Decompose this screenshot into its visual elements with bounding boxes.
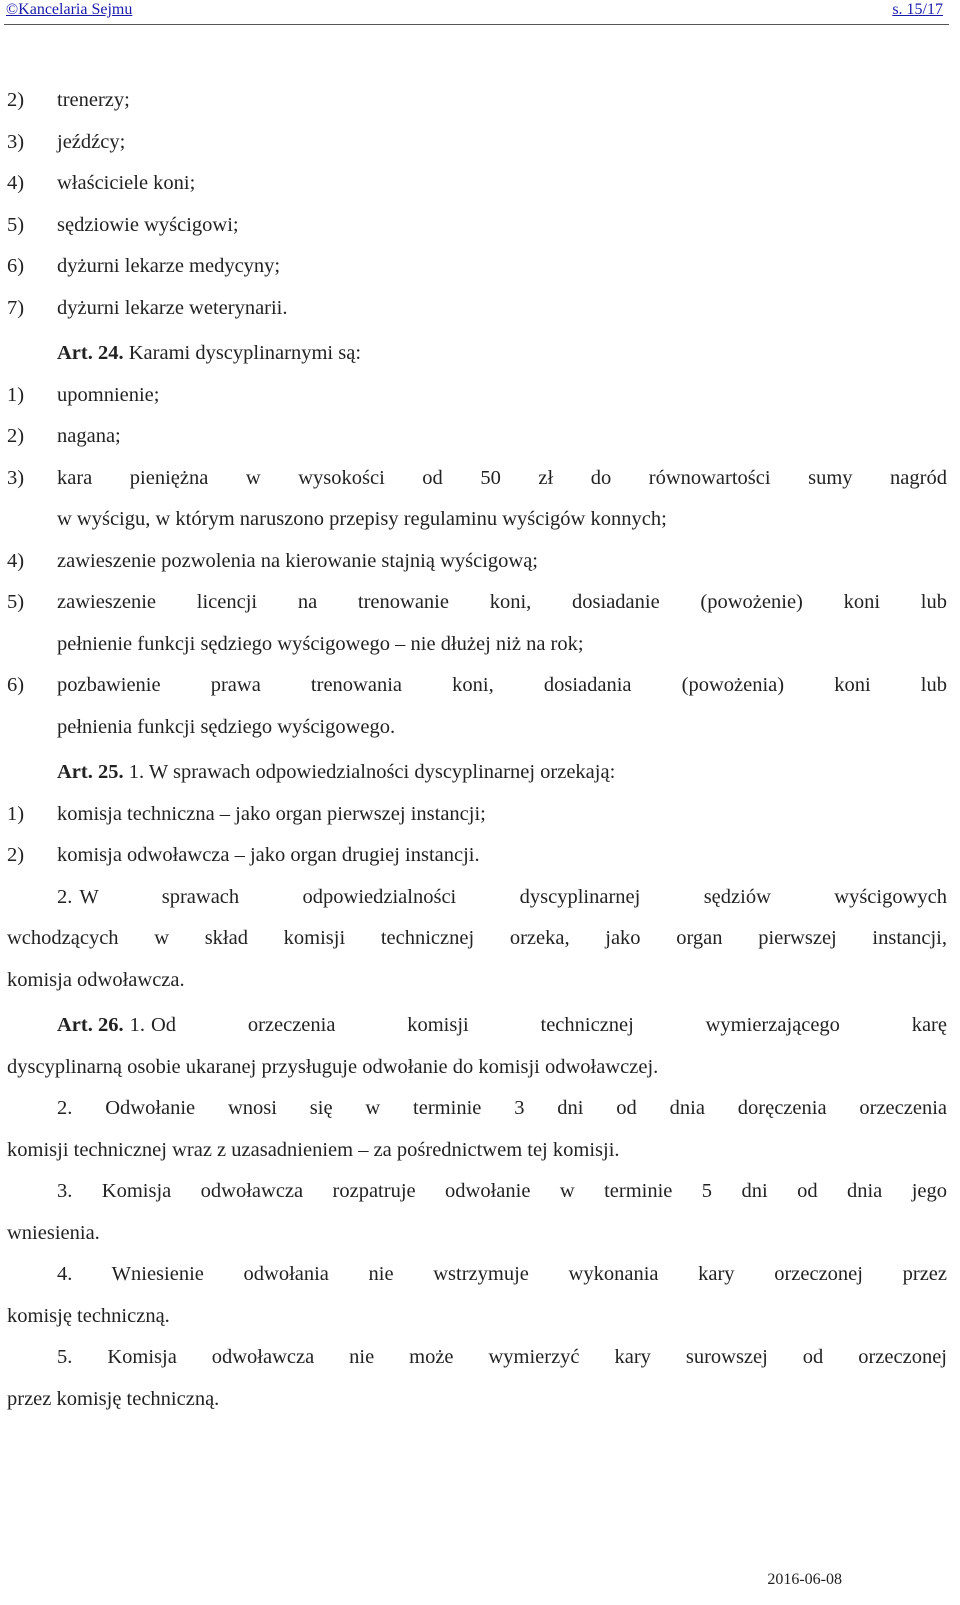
list-item xyxy=(7,375,947,417)
list-text-continuation: pełnienie funkcji sędziego wyścigowego – nie dłużej niż na rok; xyxy=(57,632,584,655)
list-text: trenerzy; xyxy=(57,89,130,111)
list-text: komisja odwoławcza – jako organ drugiej instancji. xyxy=(57,844,480,866)
paragraph-line: wniesienia. xyxy=(7,1221,100,1244)
list-number: 4) xyxy=(7,549,25,572)
article-25-heading xyxy=(7,752,947,794)
list-item xyxy=(7,122,947,164)
article-26-ust3-line: 3. Komisja odwoławcza rozpatruje odwołanie w terminie 5 dni od dnia jego xyxy=(57,1180,947,1202)
list-number: 6) xyxy=(7,674,25,696)
list-number: 3) xyxy=(7,466,25,489)
article-26-heading xyxy=(7,1005,947,1047)
list-item xyxy=(7,794,947,836)
footer-date: 2016-06-08 xyxy=(767,1571,842,1588)
article-26-ust2-line: 2. Odwołanie wnosi się w terminie 3 dni od dnia doręczenia orzeczenia xyxy=(57,1097,947,1119)
paragraph-line: wchodzących w skład komisji technicznej orzeka, jako organ pierwszej instancji, xyxy=(7,927,947,949)
list-number: 6) xyxy=(7,255,25,277)
article-26-label: Art. 26. xyxy=(57,1014,124,1036)
list-item xyxy=(7,246,947,288)
list-item xyxy=(7,582,947,624)
article-26-ust5-line: 5. Komisja odwoławcza nie może wymierzyć kary surowszej od orzeczonej xyxy=(57,1346,947,1368)
list-number: 2) xyxy=(7,844,25,866)
list-item xyxy=(7,288,947,330)
header-source-link[interactable] xyxy=(6,0,132,20)
paragraph-line: dyscyplinarną osobie ukaranej przysługuje odwołanie do komisji odwoławczej. xyxy=(7,1055,659,1078)
list-item xyxy=(7,80,947,122)
list-number: 2) xyxy=(7,89,25,111)
list-number: 4) xyxy=(7,172,25,194)
article-26-ust1-number: 1. xyxy=(129,1014,145,1036)
list-item xyxy=(7,416,947,458)
paragraph-line: komisja odwoławcza. xyxy=(7,968,185,991)
article-24-text: Karami dyscyplinarnymi są: xyxy=(128,342,362,364)
list-number: 2) xyxy=(7,425,25,447)
header-page-number-link[interactable] xyxy=(892,0,943,20)
list-text: kara pieniężna w wysokości od 50 zł do równowartości sumy nagród xyxy=(57,466,947,489)
page-number-link[interactable]: s. 15/17 xyxy=(892,1,943,18)
list-item xyxy=(7,541,947,583)
list-text: sędziowie wyścigowi; xyxy=(57,213,239,236)
list-text: pozbawienie prawa trenowania koni, dosiadania (powożenia) koni lub xyxy=(57,674,947,696)
list-number: 7) xyxy=(7,296,25,319)
paragraph-line: komisji technicznej wraz z uzasadnieniem – za pośrednictwem tej komisji. xyxy=(7,1138,620,1161)
list-number: 5) xyxy=(7,591,25,613)
article-25-label: Art. 25. xyxy=(57,761,124,783)
list-number: 1) xyxy=(7,383,25,406)
article-24-heading xyxy=(7,333,947,375)
article-26-ust1-text: Od orzeczenia komisji technicznej wymierzającego karę xyxy=(150,1014,947,1036)
list-text: nagana; xyxy=(57,425,121,447)
kancelaria-sejmu-link[interactable]: ©Kancelaria Sejmu xyxy=(6,1,133,18)
list-text: komisja techniczna – jako organ pierwszej instancji; xyxy=(57,802,486,825)
list-text: jeźdźcy; xyxy=(57,130,126,153)
list-text: dyżurni lekarze medycyny; xyxy=(57,255,281,277)
list-item xyxy=(7,665,947,707)
article-25-ust2-line xyxy=(7,877,947,919)
paragraph-line: komisję techniczną. xyxy=(7,1304,170,1327)
list-text: upomnienie; xyxy=(57,383,160,406)
list-text-continuation: w wyścigu, w którym naruszono przepisy regulaminu wyścigów konnych; xyxy=(57,508,667,530)
list-item xyxy=(7,205,947,247)
paragraph-line: przez komisję techniczną. xyxy=(7,1387,220,1410)
article-25-ust2-number: 2. xyxy=(57,885,73,908)
list-number: 5) xyxy=(7,213,25,236)
list-text: zawieszenie pozwolenia na kierowanie stajnią wyścigową; xyxy=(57,549,538,572)
list-item xyxy=(7,163,947,205)
document-body xyxy=(7,80,947,1420)
article-25-ust1-text: W sprawach odpowiedzialności dyscyplinarnej orzekają: xyxy=(148,761,616,783)
list-number: 3) xyxy=(7,130,25,153)
list-item xyxy=(7,835,947,877)
list-text: właściciele koni; xyxy=(57,172,196,194)
list-text-continuation: pełnienia funkcji sędziego wyścigowego. xyxy=(57,715,396,738)
article-24-label: Art. 24. xyxy=(57,342,124,364)
article-25-ust1-number: 1. xyxy=(128,761,145,783)
article-25-ust2-text: W sprawach odpowiedzialności dyscyplinarnej sędziów wyścigowych xyxy=(79,885,947,908)
list-item xyxy=(7,458,947,500)
list-text: zawieszenie licencji na trenowanie koni, dosiadanie (powożenie) koni lub xyxy=(57,591,947,613)
list-number: 1) xyxy=(7,802,25,825)
article-26-ust4-line: 4. Wniesienie odwołania nie wstrzymuje wykonania kary orzeczonej przez xyxy=(57,1263,947,1285)
page-header xyxy=(4,0,949,25)
list-text: dyżurni lekarze weterynarii. xyxy=(57,296,288,319)
